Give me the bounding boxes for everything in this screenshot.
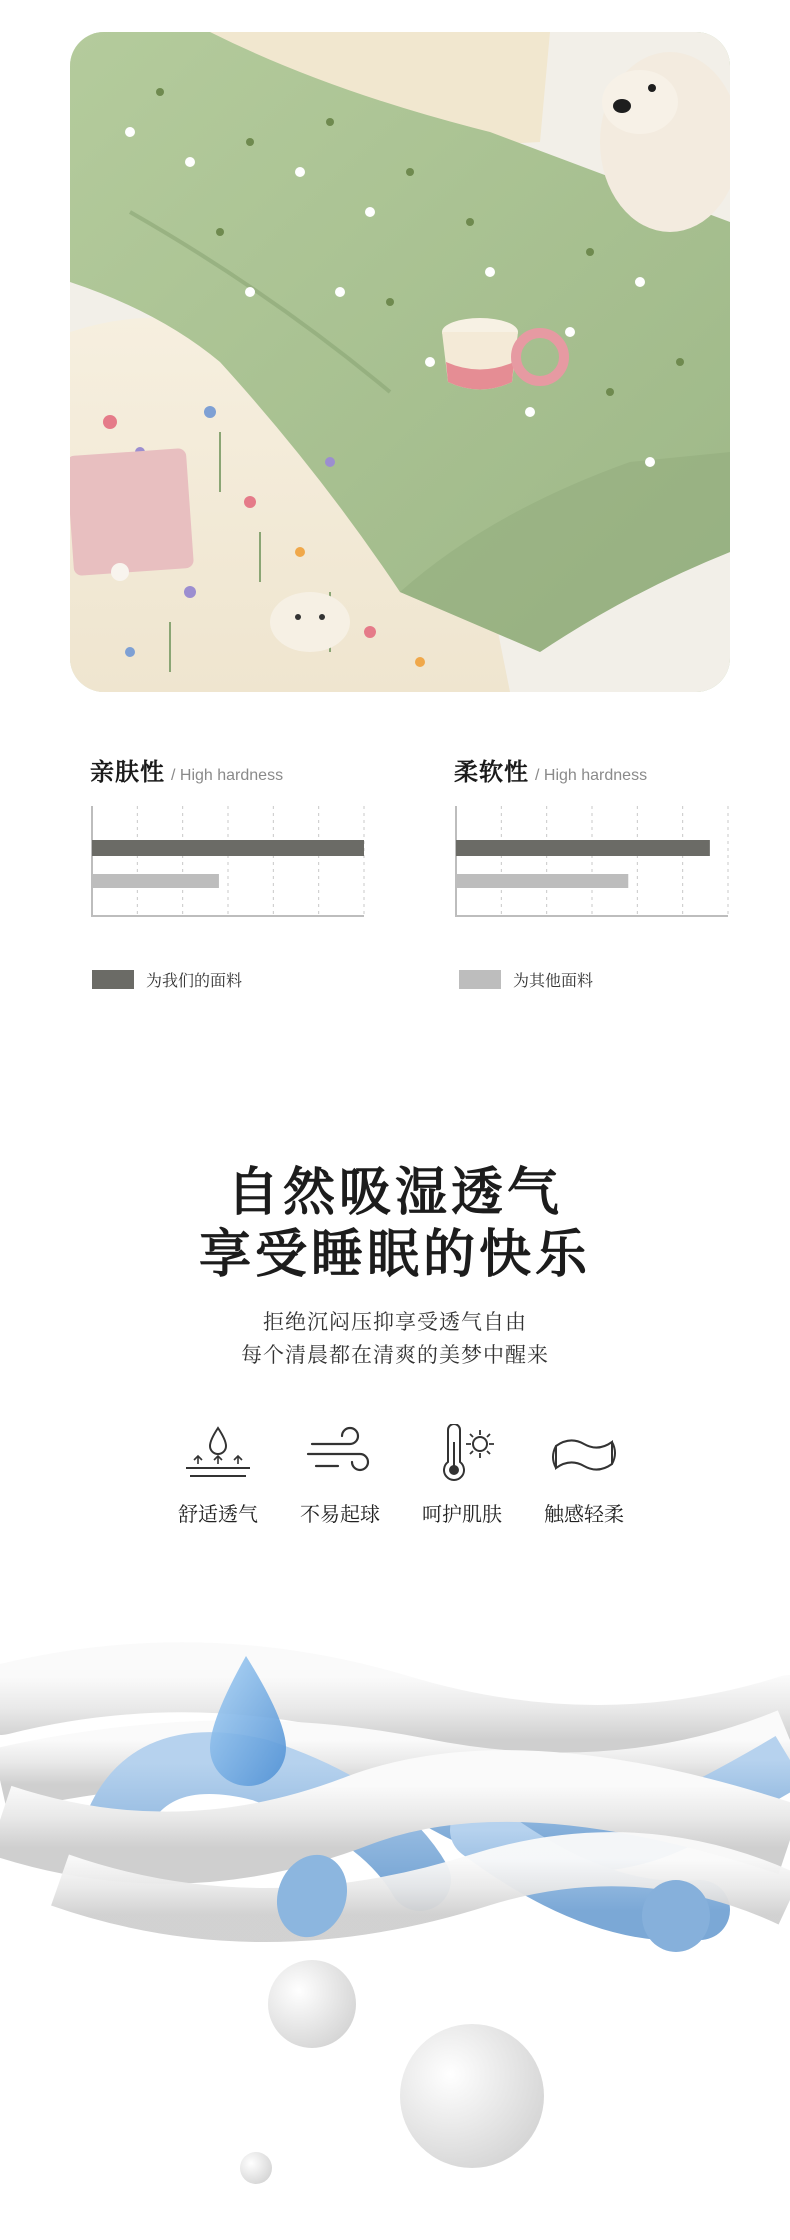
fiber-render — [0, 1620, 790, 2240]
chart-plot — [90, 806, 370, 926]
feature-label: 舒适透气 — [178, 1502, 258, 1526]
wind-icon — [298, 1424, 382, 1484]
water-drop-breathable-icon — [176, 1424, 260, 1484]
feature-label: 触感轻柔 — [544, 1502, 624, 1526]
bar-ours — [456, 840, 710, 856]
bar-others — [92, 874, 219, 888]
hero-photo — [70, 32, 730, 692]
feature-skin-care — [392, 1424, 532, 1527]
headline-line-1: 自然吸湿透气 — [226, 1163, 563, 1223]
legend-others — [459, 968, 593, 991]
bedding-photo-icon — [70, 32, 730, 692]
bar-others — [456, 874, 628, 888]
feature-anti-pilling — [270, 1424, 410, 1527]
bar-ours — [92, 840, 364, 856]
subtext-line-1: 拒绝沉闷压抑享受透气自由 — [263, 1310, 527, 1334]
feature-label: 呵护肌肤 — [422, 1502, 502, 1526]
feature-soft-touch — [514, 1424, 654, 1527]
soft-fabric-icon — [542, 1424, 626, 1484]
fiber-3d-render-icon — [0, 1620, 790, 2240]
chart-plot — [454, 806, 734, 926]
feature-label: 不易起球 — [300, 1502, 380, 1526]
subtext-line-2: 每个清晨都在清爽的美梦中醒来 — [241, 1343, 549, 1367]
headline-line-2: 享受睡眠的快乐 — [198, 1225, 591, 1285]
feature-breathable — [148, 1424, 288, 1527]
softness-chart-soft — [454, 752, 754, 786]
legend-swatch-ours — [92, 970, 134, 989]
thermometer-sun-icon — [420, 1424, 504, 1484]
legend-swatch-others — [459, 970, 501, 989]
legend-label-others: 为其他面料 — [513, 971, 594, 990]
chart-subtitle: / High hardness — [535, 767, 648, 784]
chart-subtitle: / High hardness — [171, 767, 284, 784]
chart-title: 亲肤性 — [90, 758, 165, 786]
legend-label-ours: 为我们的面料 — [146, 971, 243, 990]
legend-ours — [92, 968, 242, 991]
softness-chart-skin — [90, 752, 390, 786]
chart-title: 柔软性 — [454, 758, 529, 786]
